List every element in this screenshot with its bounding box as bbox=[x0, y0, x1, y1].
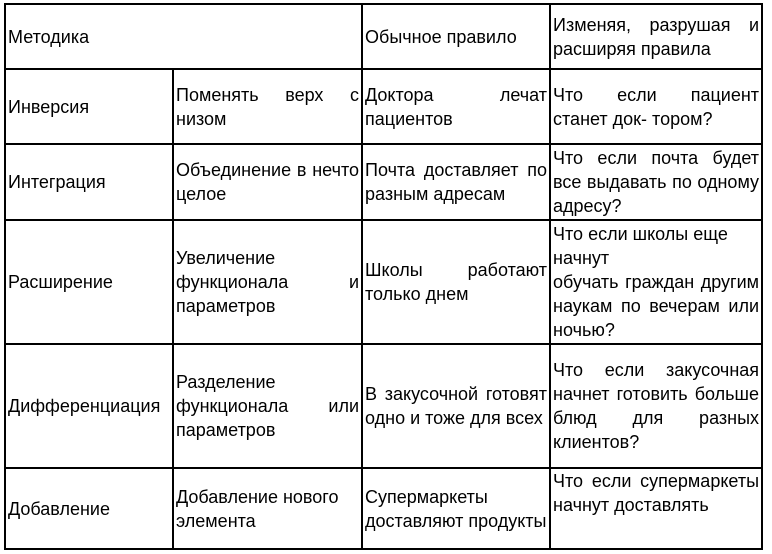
question-cell: Что если закусочная начнет готовить больше блюд для разных клиентов? bbox=[550, 344, 762, 468]
method-cell: Дифференциация bbox=[5, 344, 173, 468]
table-row bbox=[5, 144, 762, 220]
table-row bbox=[5, 69, 762, 144]
method-cell: Добавление bbox=[5, 468, 173, 549]
method-cell: Инверсия bbox=[5, 69, 173, 144]
table-row bbox=[5, 468, 762, 549]
header-usual-rule: Обычное правило bbox=[362, 4, 550, 69]
method-cell: Интеграция bbox=[5, 144, 173, 220]
question-cell bbox=[550, 220, 762, 344]
header-row bbox=[5, 4, 762, 69]
rule-cell: Почта доставляет по разным адресам bbox=[362, 144, 550, 220]
question-cell: Что если супермаркеты начнут доставлять bbox=[550, 468, 762, 549]
question-cell: Что если пациент станет док- тором? bbox=[550, 69, 762, 144]
rule-cell: Доктора лечат пациентов bbox=[362, 69, 550, 144]
question-cell: Что если почта будет все выдавать по одному адресу? bbox=[550, 144, 762, 220]
description-cell: Объединение в нечто целое bbox=[173, 144, 362, 220]
question-line-b: обучать граждан другим наукам по вечерам или ночью? bbox=[553, 272, 760, 340]
rule-cell: Школы работают только днем bbox=[362, 220, 550, 344]
rule-cell: В закусочной готовят одно и тоже для всех bbox=[362, 344, 550, 468]
header-method: Методика bbox=[5, 4, 362, 69]
description-cell: Добавление нового элемента bbox=[173, 468, 362, 549]
method-cell: Расширение bbox=[5, 220, 173, 344]
header-changing-rules: Изменяя, разрушая и расширяя правила bbox=[550, 4, 762, 69]
description-cell: Увеличение функционала и параметров bbox=[173, 220, 362, 344]
rule-cell: Супермаркеты доставляют продукты bbox=[362, 468, 550, 549]
question-line-a: Что если школы еще начнут bbox=[553, 224, 728, 268]
description-cell: Разделение функционала или параметров bbox=[173, 344, 362, 468]
description-cell: Поменять верх с низом bbox=[173, 69, 362, 144]
table-row bbox=[5, 344, 762, 468]
table-row bbox=[5, 220, 762, 344]
methods-table bbox=[4, 3, 763, 550]
